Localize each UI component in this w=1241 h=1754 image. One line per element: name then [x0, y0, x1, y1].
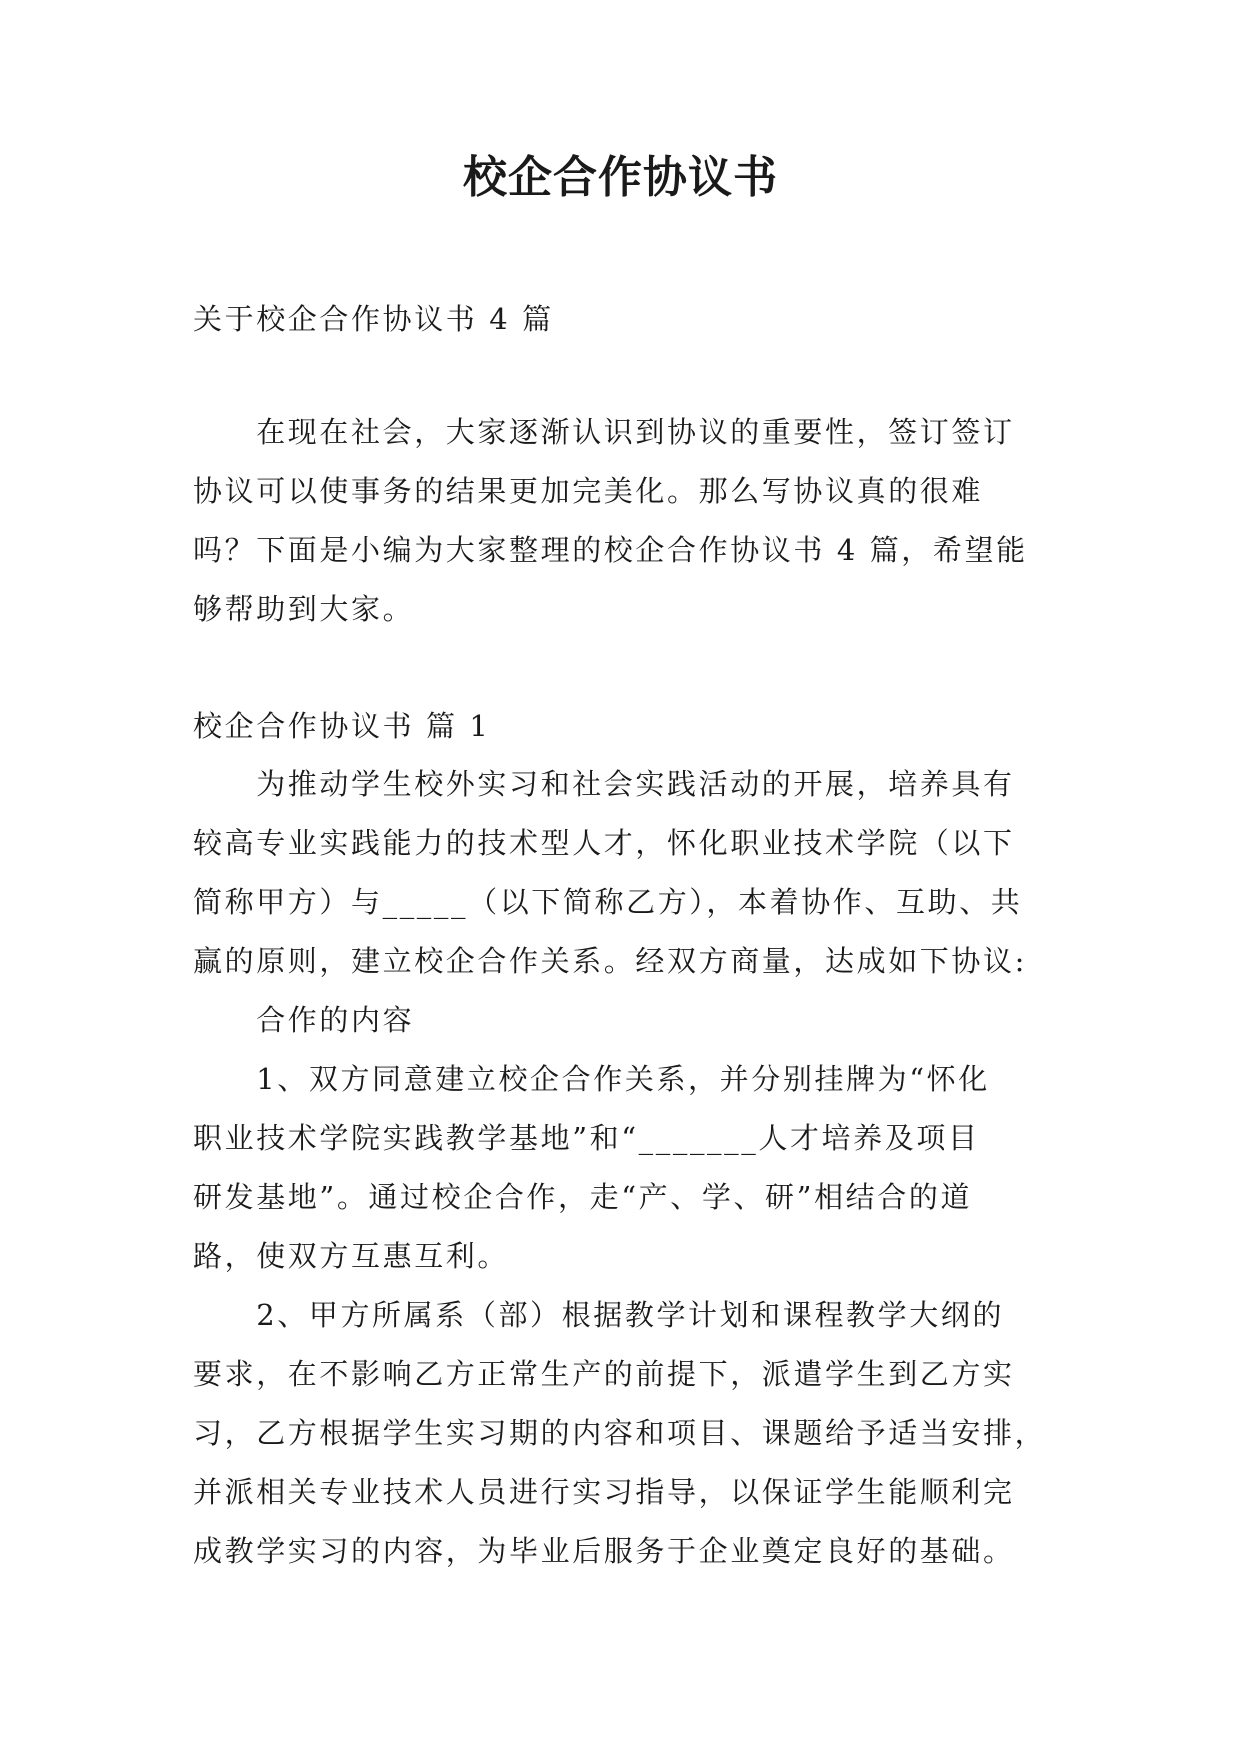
- body-line: 要求，在不影响乙方正常生产的前提下，派遣学生到乙方实: [193, 1357, 1015, 1391]
- body-line: 2、甲方所属系（部）根据教学计划和课程教学大纲的: [193, 1298, 1005, 1332]
- section-heading: 校企合作协议书 篇 1: [193, 709, 491, 743]
- intro-line: 够帮助到大家。: [193, 592, 415, 626]
- intro-line: 协议可以使事务的结果更加完美化。那么写协议真的很难: [193, 474, 984, 508]
- body-line: 合作的内容: [193, 1003, 415, 1037]
- body-line: 职业技术学院实践教学基地”和“_______人才培养及项目: [193, 1121, 980, 1155]
- intro-line: 在现在社会，大家逐渐认识到协议的重要性，签订签订: [193, 415, 1015, 449]
- body-line: 习，乙方根据学生实习期的内容和项目、课题给予适当安排，: [193, 1416, 1047, 1450]
- body-line: 并派相关专业技术人员进行实习指导，以保证学生能顺利完: [193, 1475, 1015, 1509]
- body-line: 成教学实习的内容，为毕业后服务于企业奠定良好的基础。: [193, 1534, 1015, 1568]
- document-subtitle: 关于校企合作协议书 4 篇: [193, 302, 554, 336]
- body-line: 研发基地”。通过校企合作，走“产、学、研”相结合的道: [193, 1180, 973, 1214]
- body-line: 赢的原则，建立校企合作关系。经双方商量，达成如下协议:: [193, 944, 1027, 978]
- body-line: 1、双方同意建立校企合作关系，并分别挂牌为“怀化: [193, 1062, 990, 1096]
- document-title: 校企合作协议书: [463, 152, 778, 203]
- body-line: 较高专业实践能力的技术型人才，怀化职业技术学院（以下: [193, 826, 1015, 860]
- body-line: 简称甲方）与_____（以下简称乙方），本着协作、互助、共: [193, 885, 1023, 919]
- body-line: 路，使双方互惠互利。: [193, 1239, 510, 1273]
- intro-paragraph: [193, 403, 1053, 639]
- body-line: 为推动学生校外实习和社会实践活动的开展，培养具有: [193, 767, 1015, 801]
- intro-line: 吗？下面是小编为大家整理的校企合作协议书 4 篇，希望能: [193, 533, 1028, 567]
- section-body: [193, 755, 1053, 1581]
